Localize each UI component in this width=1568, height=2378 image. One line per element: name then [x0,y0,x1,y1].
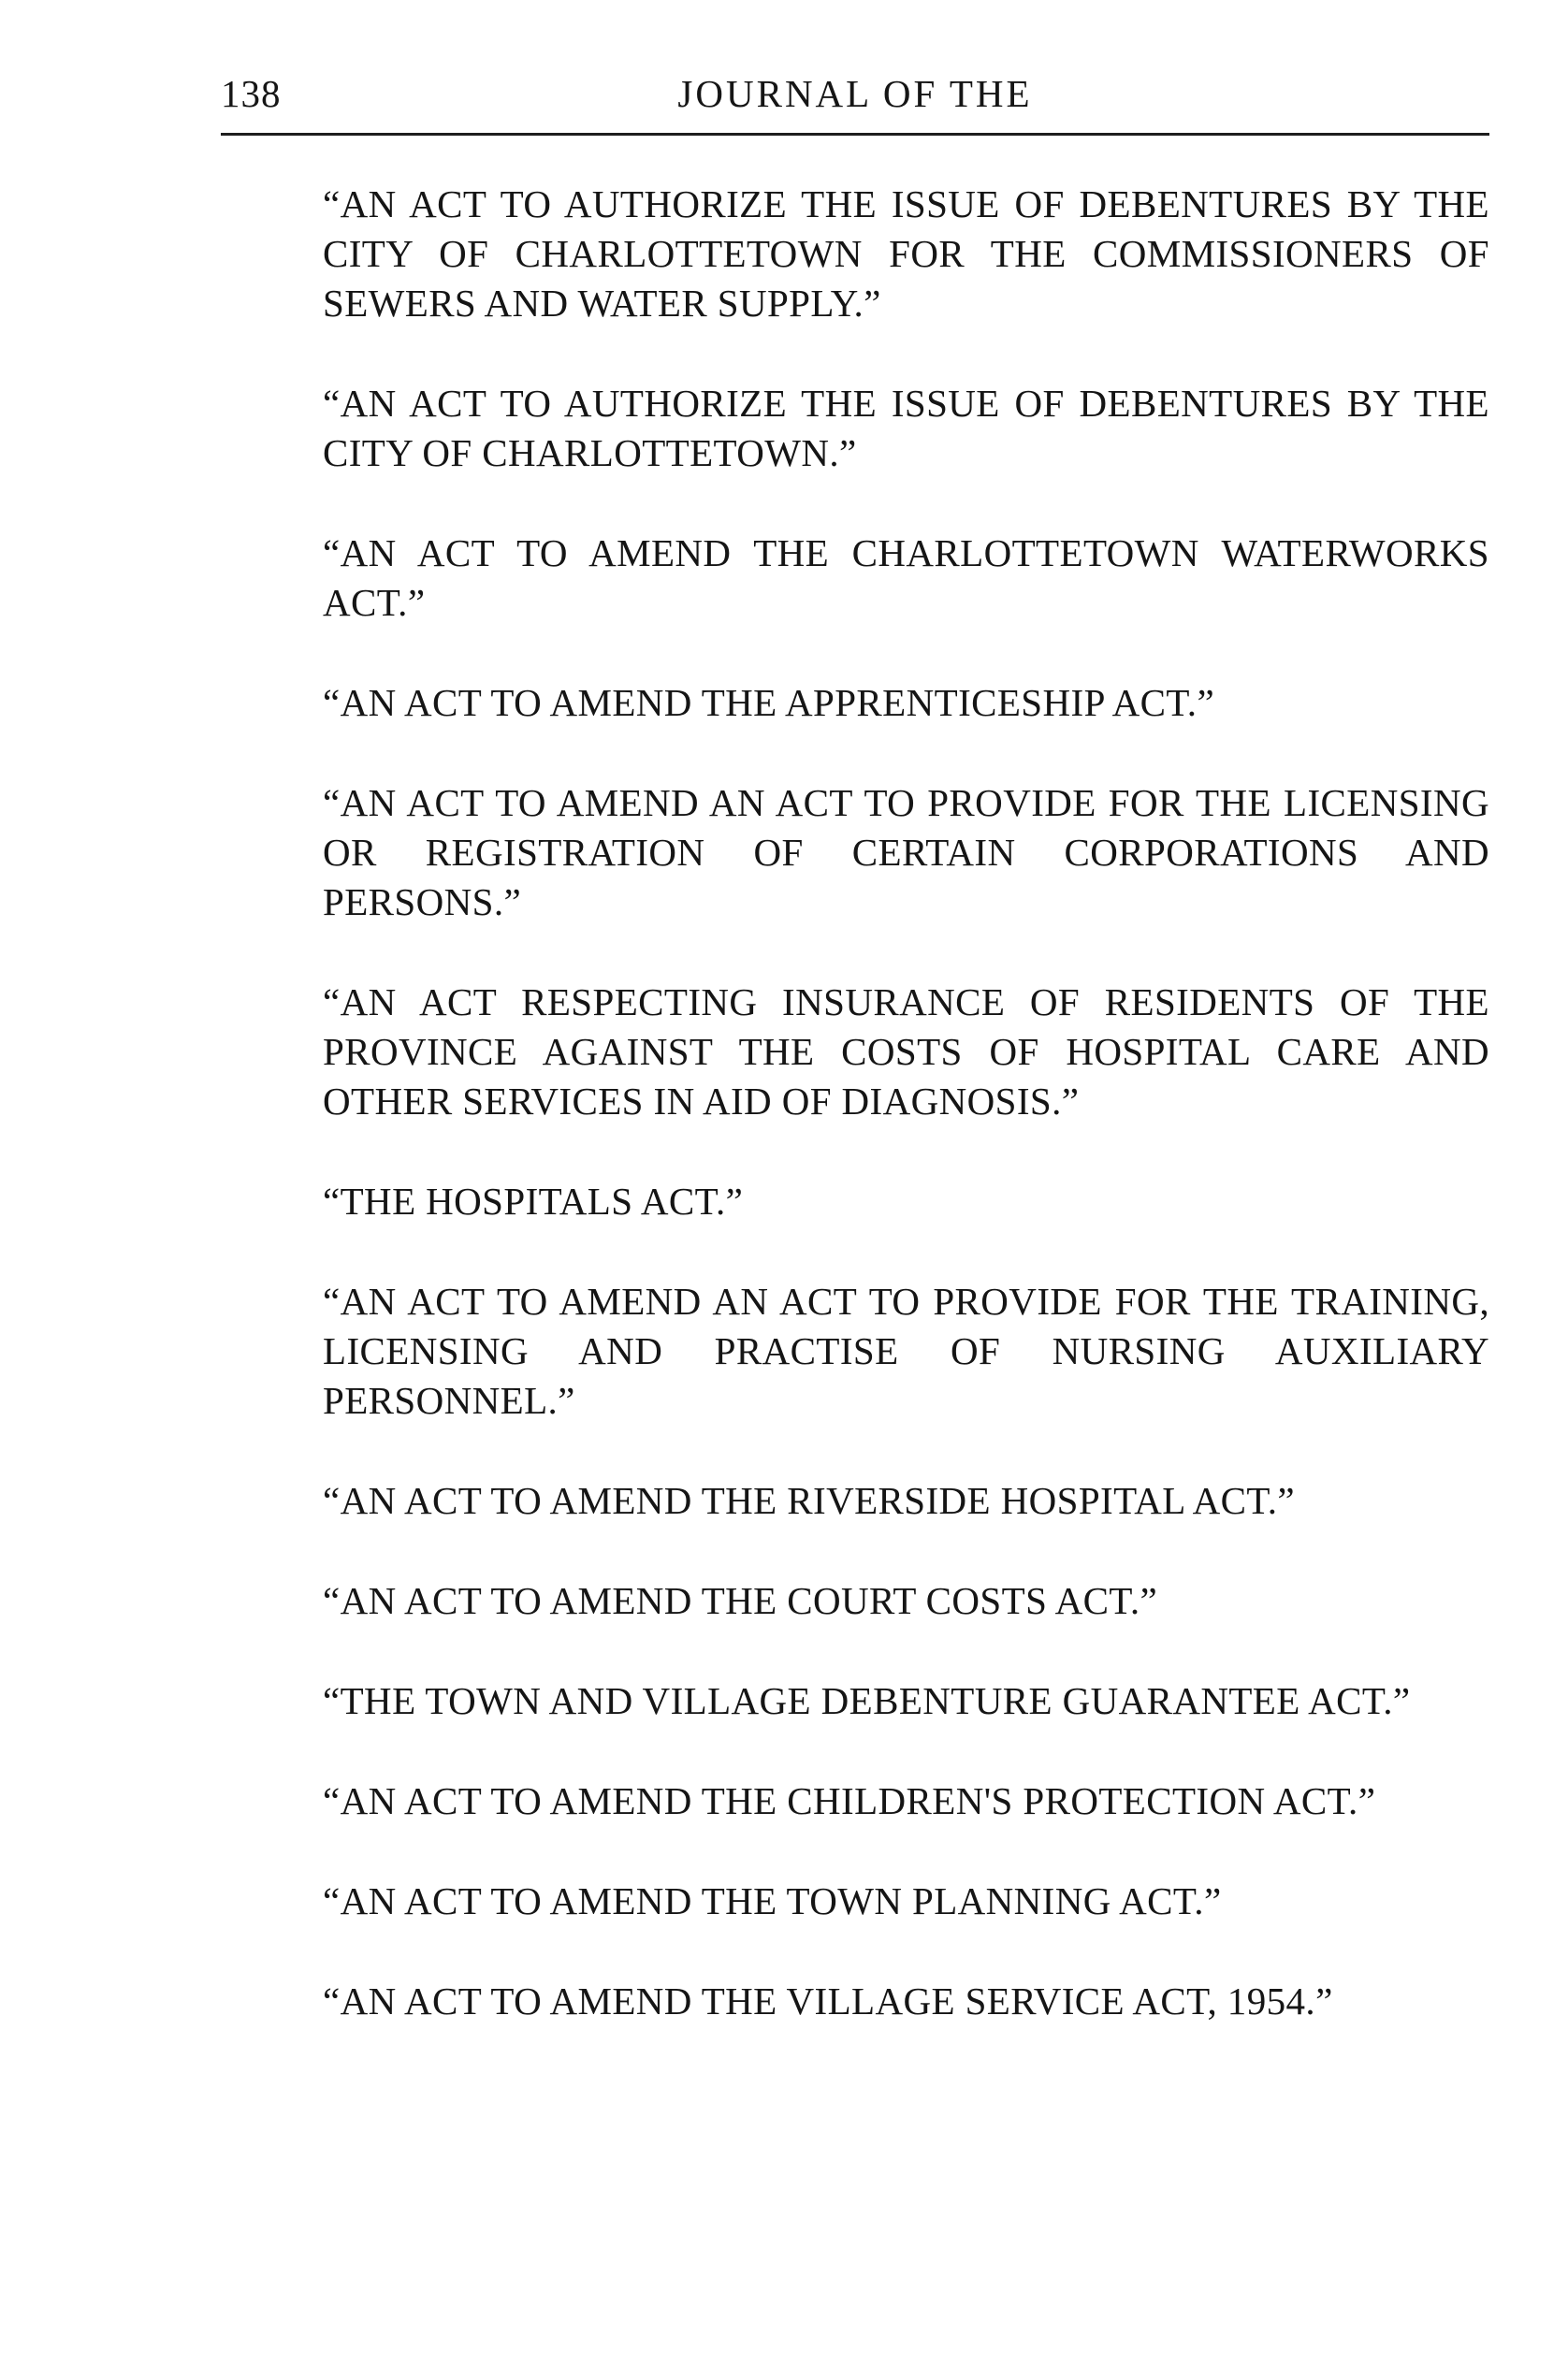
act-list [323,180,1489,2077]
page-header [221,65,1489,122]
act-title: “ THE HOSPITALS ACT. ” [323,1177,1489,1226]
page-number: 138 [221,72,282,115]
header-rule [221,133,1489,136]
act-title: “ THE TOWN AND VILLAGE DEBENTURE GUARANTEE ACT. ” [323,1676,1489,1726]
act-title: “ AN ACT TO AMEND THE CHILDREN'S PROTECTION ACT. ” [323,1776,1489,1826]
act-title: “ AN ACT TO AUTHORIZE THE ISSUE OF DEBENTURES BY THE CITY OF CHARLOTTETOWN FOR THE COMMISSIONERS OF SEWERS AND WATER SUPPLY. ” [323,180,1489,328]
running-head: JOURNAL OF THE [677,72,1033,115]
act-title: “ AN ACT RESPECTING INSURANCE OF RESIDENTS OF THE PROVINCE AGAINST THE COSTS OF HOSPITAL CARE AND OTHER SERVICES IN AID OF DIAGNOSIS. ” [323,978,1489,1126]
act-title: “ AN ACT TO AMEND THE CHARLOTTETOWN WATERWORKS ACT. ” [323,529,1489,628]
act-title: “ AN ACT TO AMEND THE TOWN PLANNING ACT. ” [323,1877,1489,1926]
act-title: “ AN ACT TO AUTHORIZE THE ISSUE OF DEBENTURES BY THE CITY OF CHARLOTTETOWN. ” [323,379,1489,478]
act-title: “ AN ACT TO AMEND THE RIVERSIDE HOSPITAL ACT. ” [323,1476,1489,1526]
act-title: “ AN ACT TO AMEND AN ACT TO PROVIDE FOR THE LICENSING OR REGISTRATION OF CERTAIN CORPORATIONS AND PERSONS. ” [323,778,1489,927]
act-title: “ AN ACT TO AMEND THE COURT COSTS ACT. ” [323,1576,1489,1626]
act-title: “ AN ACT TO AMEND AN ACT TO PROVIDE FOR THE TRAINING, LICENSING AND PRACTISE OF NURSING AUXILIARY PERSONNEL. ” [323,1277,1489,1426]
act-title: “ AN ACT TO AMEND THE APPRENTICESHIP ACT. ” [323,678,1489,728]
act-title: “ AN ACT TO AMEND THE VILLAGE SERVICE ACT, 1954. ” [323,1977,1489,2026]
